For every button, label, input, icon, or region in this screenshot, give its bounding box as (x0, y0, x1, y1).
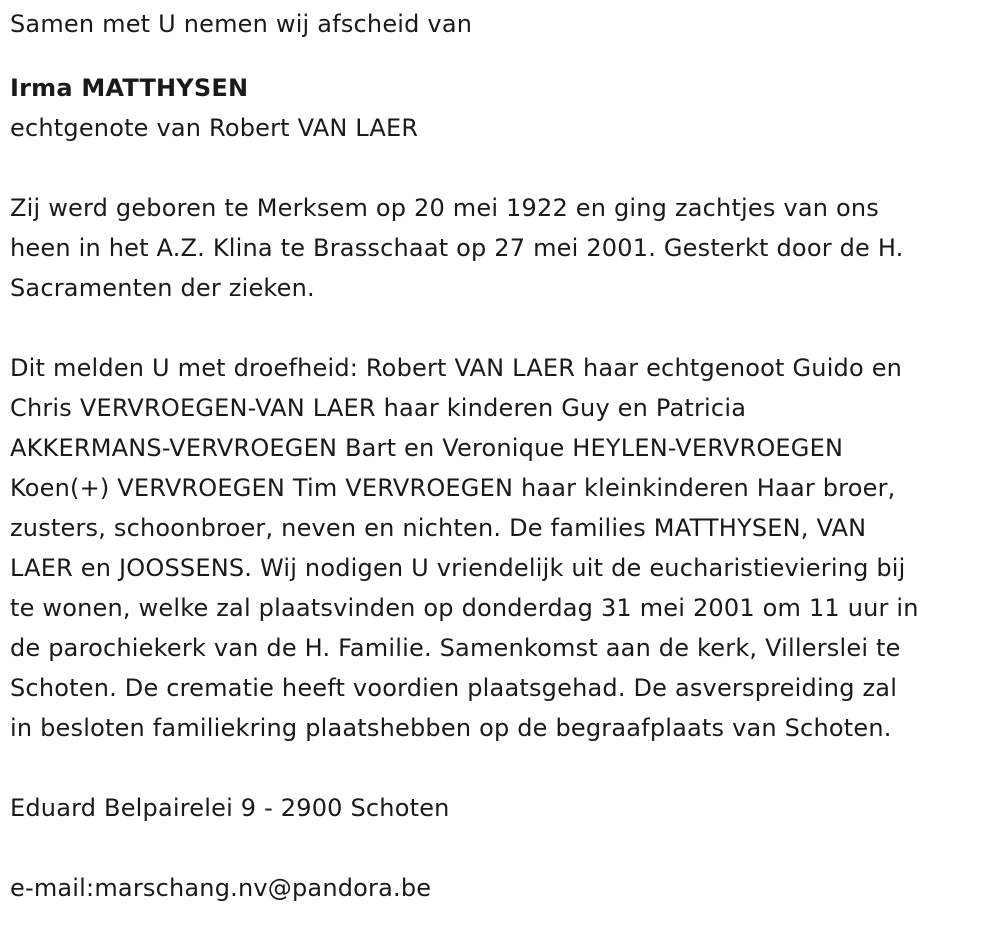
spacer (10, 308, 990, 348)
paragraph-line: Chris VERVROEGEN-VAN LAER haar kinderen Guy en Patricia (10, 394, 747, 422)
spacer (10, 44, 990, 68)
announcement-paragraph (10, 348, 990, 748)
paragraph-line: AKKERMANS-VERVROEGEN Bart en Veronique HEYLEN-VERVROEGEN (10, 434, 844, 462)
spacer (10, 748, 990, 788)
paragraph-line: Koen(+) VERVROEGEN Tim VERVROEGEN haar kleinkinderen Haar broer, (10, 474, 896, 502)
paragraph-line: Sacramenten der zieken. (10, 274, 315, 302)
paragraph-line: LAER en JOOSSENS. Wij nodigen U vriendelijk uit de eucharistieviering bij (10, 554, 906, 582)
paragraph-line: Dit melden U met droefheid: Robert VAN LAER haar echtgenoot Guido en (10, 354, 903, 382)
spacer (10, 148, 990, 188)
paragraph-line: Schoten. De crematie heeft voordien plaatsgehad. De asverspreiding zal (10, 674, 898, 702)
paragraph-line: heen in het A.Z. Klina te Brasschaat op 27 mei 2001. Gesterkt door de H. (10, 234, 904, 262)
spouse-line: echtgenote van Robert VAN LAER (10, 114, 419, 142)
paragraph-line: te wonen, welke zal plaatsvinden op donderdag 31 mei 2001 om 11 uur in (10, 594, 919, 622)
spacer (10, 828, 990, 868)
paragraph-line: Zij werd geboren te Merksem op 20 mei 1922 en ging zachtjes van ons (10, 194, 879, 222)
paragraph-line: de parochiekerk van de H. Familie. Samenkomst aan de kerk, Villerslei te (10, 634, 901, 662)
paragraph-line: in besloten familiekring plaatshebben op de begraafplaats van Schoten. (10, 714, 892, 742)
deceased-name: Irma MATTHYSEN (10, 74, 249, 102)
address-text: Eduard Belpairelei 9 - 2900 Schoten (10, 794, 450, 822)
birth-paragraph (10, 188, 990, 308)
paragraph-line: zusters, schoonbroer, neven en nichten. De families MATTHYSEN, VAN (10, 514, 867, 542)
intro-text: Samen met U nemen wij afscheid van (10, 10, 473, 38)
email-text: e-mail:marschang.nv@pandora.be (10, 874, 432, 902)
